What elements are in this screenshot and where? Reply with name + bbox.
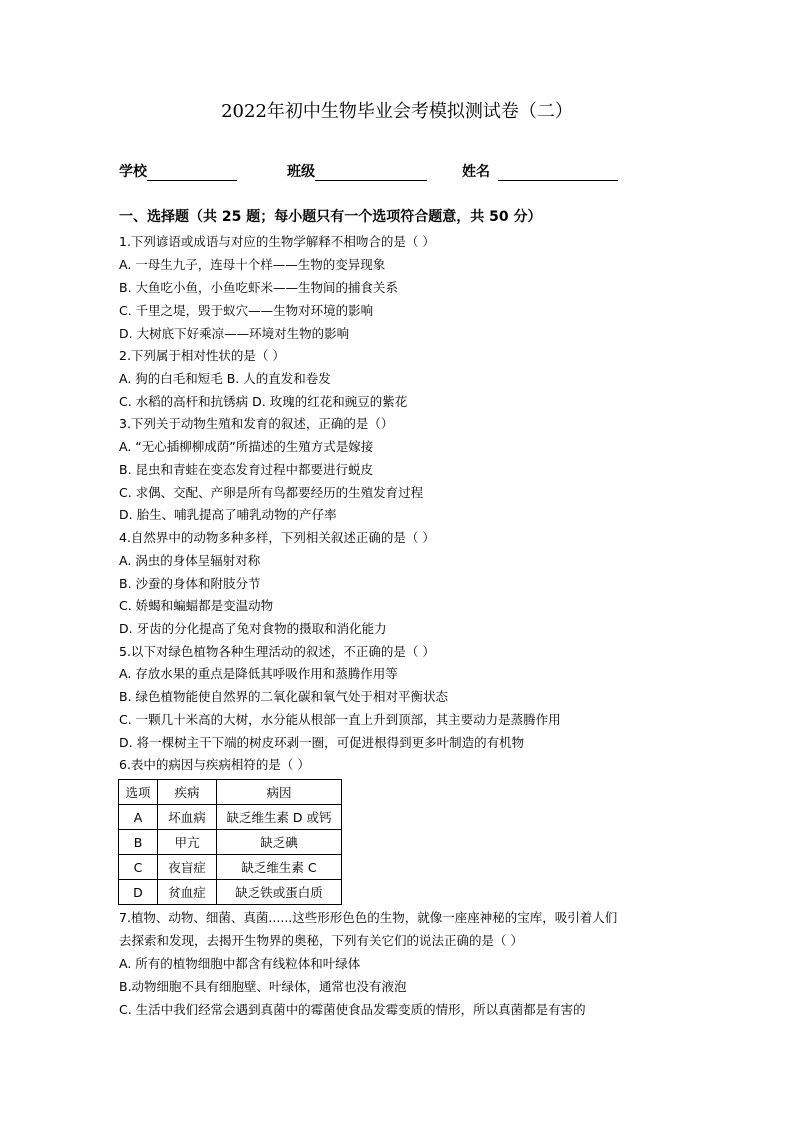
question-line: B. 大鱼吃小鱼，小鱼吃虾米——生物间的捕食关系 <box>119 280 399 295</box>
name-field <box>462 161 618 181</box>
table-cell: 缺乏碘 <box>217 830 342 855</box>
table-cell: D <box>119 880 158 905</box>
student-info-row <box>119 161 679 181</box>
school-label: 学校 <box>119 164 147 180</box>
question-line: C. 一颗几十米高的大树，水分能从根部一直上升到顶部，其主要动力是蒸腾作用 <box>119 712 561 727</box>
question-line: A. 狗的白毛和短毛 B. 人的直发和卷发 <box>119 371 331 386</box>
table-cell: 缺乏铁或蛋白质 <box>217 880 342 905</box>
school-field <box>119 161 237 181</box>
question-line: C. 求偶、交配、产卵是所有鸟都要经历的生殖发育过程 <box>119 485 424 500</box>
exam-title: 2022年初中生物毕业会考模拟测试卷（二） <box>221 101 573 122</box>
question-line: A. 涡虫的身体呈辐射对称 <box>119 553 261 568</box>
table-header-cell: 疾病 <box>158 780 217 805</box>
table-header-cell: 选项 <box>119 780 158 805</box>
question-line: A. 存放水果的重点是降低其呼吸作用和蒸腾作用等 <box>119 666 398 681</box>
table-cell: A <box>119 805 158 830</box>
question-line: 7.植物、动物、细菌、真菌......这些形形色色的生物，就像一座座神秘的宝库，吸引着人们 <box>119 910 618 925</box>
question-line: B. 绿色植物能使自然界的二氧化碳和氧气处于相对平衡状态 <box>119 689 449 704</box>
question-line: C. 娇蝎和蝙蝠都是变温动物 <box>119 598 274 613</box>
table-cell: B <box>119 830 158 855</box>
table-cell: 夜盲症 <box>158 855 217 880</box>
table-cell: 坏血病 <box>158 805 217 830</box>
class-field <box>287 161 427 181</box>
question-line: D. 将一棵树主干下端的树皮环剥一圈，可促进根得到更多叶制造的有机物 <box>119 735 525 750</box>
question-line: 去探索和发现，去揭开生物界的奥秘，下列有关它们的说法正确的是（ ） <box>119 933 523 948</box>
table-row <box>119 805 342 830</box>
table-row <box>119 855 342 880</box>
table-row <box>119 880 342 905</box>
question-line: 6.表中的病因与疾病相符的是（ ） <box>119 757 310 772</box>
question-line: 3.下列关于动物生殖和发育的叙述，正确的是（） <box>119 416 394 431</box>
question-line: C. 生活中我们经常会遇到真菌中的霉菌使食品发霉变质的情形，所以真菌都是有害的 <box>119 1002 586 1017</box>
name-label: 姓名 <box>462 164 490 180</box>
question-line: B. 昆虫和青蛙在变态发育过程中都要进行蜕皮 <box>119 462 374 477</box>
question-line: 5.以下对绿色植物各种生理活动的叙述，不正确的是（ ） <box>119 644 435 659</box>
question-line: B.动物细胞不具有细胞壁、叶绿体，通常也没有液泡 <box>119 979 407 994</box>
table-cell: 缺乏维生素 D 或钙 <box>217 805 342 830</box>
question-line: C. 千里之堤，毁于蚁穴——生物对环境的影响 <box>119 303 374 318</box>
class-blank[interactable] <box>315 166 427 181</box>
table-cell: 甲亢 <box>158 830 217 855</box>
question-line: B. 沙蚕的身体和附肢分节 <box>119 576 261 591</box>
name-blank[interactable] <box>498 166 618 181</box>
table-cell: C <box>119 855 158 880</box>
disease-table <box>118 779 342 905</box>
question-line: D. 大树底下好乘凉——环境对生物的影响 <box>119 326 350 341</box>
question-line: D. 胎生、哺乳提高了哺乳动物的产仔率 <box>119 507 337 522</box>
question-line: 4.自然界中的动物多种多样，下列相关叙述正确的是（ ） <box>119 530 435 545</box>
section-heading: 一、选择题（共 25 题；每小题只有一个选项符合题意，共 50 分） <box>119 209 542 225</box>
school-blank[interactable] <box>147 166 237 181</box>
table-header-cell: 病因 <box>217 780 342 805</box>
question-line: D. 牙齿的分化提高了兔对食物的摄取和消化能力 <box>119 621 387 636</box>
question-line: 2.下列属于相对性状的是（ ） <box>119 348 285 363</box>
table-header-row <box>119 780 342 805</box>
question-line: 1.下列谚语或成语与对应的生物学解释不相吻合的是（ ） <box>119 234 435 249</box>
class-label: 班级 <box>287 164 315 180</box>
table-cell: 贫血症 <box>158 880 217 905</box>
question-line: C. 水稻的高杆和抗锈病 D. 玫瑰的红花和豌豆的紫花 <box>119 394 408 409</box>
table-cell: 缺乏维生素 C <box>217 855 342 880</box>
question-line: A. “无心插柳柳成荫”所描述的生殖方式是嫁接 <box>119 439 374 454</box>
question-line: A. 一母生九子，连母十个样——生物的变异现象 <box>119 257 386 272</box>
question-line: A. 所有的植物细胞中都含有线粒体和叶绿体 <box>119 956 361 971</box>
table-row <box>119 830 342 855</box>
